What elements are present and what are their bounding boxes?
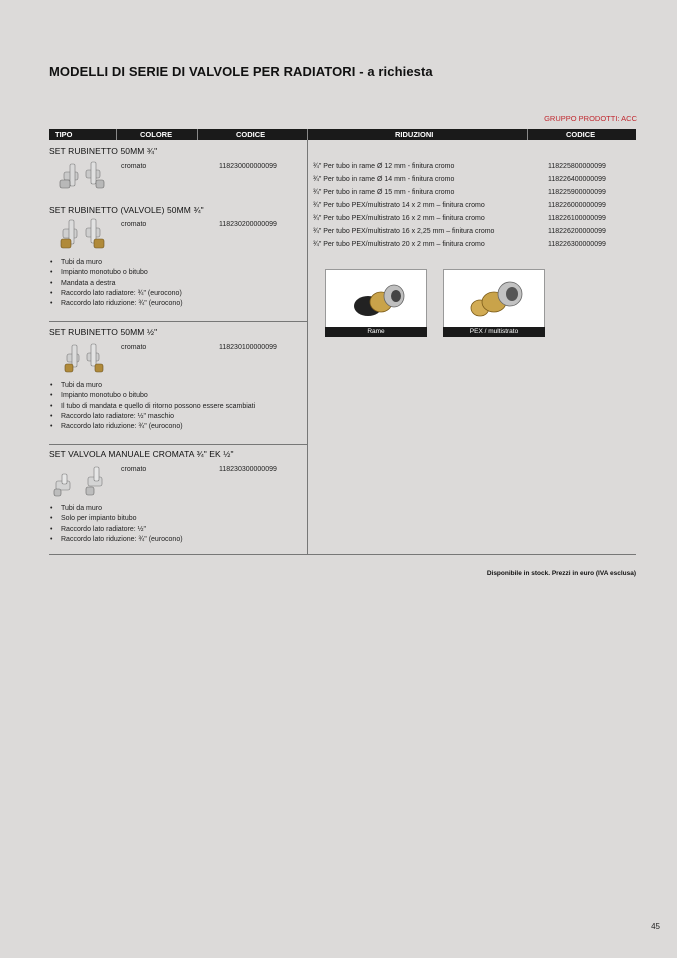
photo-caption: Rame (325, 327, 427, 337)
page-title: MODELLI DI SERIE DI VALVOLE PER RADIATORI - a richiesta (49, 64, 433, 79)
list-item: • Il tubo di mandata e quello di ritorno possono essere scambiati (50, 402, 255, 412)
header-tipo: TIPO (55, 130, 73, 139)
list-item: • Raccordo lato riduzione: ¾" (eurocono) (50, 422, 255, 432)
reduction-desc: ¾" Per tubo PEX/multistrato 16 x 2 mm – finitura cromo (313, 215, 485, 222)
list-item: • Tubi da muro (50, 504, 183, 514)
product-color: cromato (121, 163, 147, 170)
product-color: cromato (121, 221, 147, 228)
reduction-code: 118226300000099 (548, 241, 606, 248)
reduction-photo-pex (443, 269, 545, 328)
fitting-image (444, 270, 544, 327)
feature-list (50, 504, 183, 545)
list-item: • Impianto monotubo o bitubo (50, 268, 183, 278)
feature-list (50, 381, 255, 432)
list-item: • Raccordo lato radiatore: ¾" (eurocono) (50, 289, 183, 299)
product-color: cromato (121, 466, 147, 473)
valve-set-image (63, 342, 107, 376)
header-divider (197, 129, 198, 140)
product-title: SET RUBINETTO (VALVOLE) 50MM ¾" (49, 205, 204, 215)
header-riduzioni: RIDUZIONI (395, 130, 434, 139)
reduction-desc: ¾" Per tubo PEX/multistrato 16 x 2,25 mm – finitura cromo (313, 228, 495, 235)
photo-caption: PEX / multistrato (443, 327, 545, 337)
reduction-code: 118226000000099 (548, 202, 606, 209)
list-item: • Tubi da muro (50, 381, 255, 391)
group-label: GRUPPO PRODOTTI: ACC (544, 114, 637, 123)
list-item: • Impianto monotubo o bitubo (50, 391, 255, 401)
row-divider (49, 444, 307, 445)
column-divider (307, 140, 308, 554)
reduction-desc: ¾" Per tubo PEX/multistrato 14 x 2 mm – finitura cromo (313, 202, 485, 209)
header-codice-2: CODICE (566, 130, 596, 139)
reduction-desc: ¾" Per tubo in rame Ø 12 mm - finitura cromo (313, 163, 455, 170)
reduction-desc: ¾" Per tubo in rame Ø 15 mm - finitura cromo (313, 189, 455, 196)
list-item: • Mandata a destra (50, 279, 183, 289)
row-divider (49, 321, 307, 322)
header-colore: COLORE (140, 130, 173, 139)
product-title: SET RUBINETTO 50MM ½" (49, 327, 158, 337)
reduction-photo-rame (325, 269, 427, 328)
product-color: cromato (121, 344, 147, 351)
feature-list (50, 258, 183, 309)
header-divider (527, 129, 528, 140)
list-item: • Tubi da muro (50, 258, 183, 268)
reduction-code: 118226400000099 (548, 176, 606, 183)
product-title: SET RUBINETTO 50MM ¾" (49, 146, 158, 156)
reduction-desc: ¾" Per tubo PEX/multistrato 20 x 2 mm – finitura cromo (313, 241, 485, 248)
reduction-code: 118225900000099 (548, 189, 606, 196)
valve-set-image (58, 160, 108, 194)
reduction-code: 118226200000099 (548, 228, 606, 235)
list-item: • Solo per impianto bitubo (50, 514, 183, 524)
product-code: 118230000000099 (219, 163, 277, 170)
list-item: • Raccordo lato riduzione: ¾" (eurocono) (50, 535, 183, 545)
reduction-code: 118225800000099 (548, 163, 606, 170)
list-item: • Raccordo lato radiatore: ½" maschio (50, 412, 255, 422)
valve-set-image (58, 217, 108, 253)
table-header (49, 129, 636, 140)
product-title: SET VALVOLA MANUALE CROMATA ¾" EK ½" (49, 449, 234, 459)
product-code: 118230200000099 (219, 221, 277, 228)
page-number: 45 (651, 922, 660, 931)
product-code: 118230300000099 (219, 466, 277, 473)
list-item: • Raccordo lato riduzione: ¾" (eurocono) (50, 299, 183, 309)
valve-set-image (52, 465, 110, 499)
header-divider (116, 129, 117, 140)
table-bottom-rule (49, 554, 636, 555)
reduction-code: 118226100000099 (548, 215, 606, 222)
list-item: • Raccordo lato radiatore: ½" (50, 525, 183, 535)
product-code: 118230100000099 (219, 344, 277, 351)
footer-note: Disponibile in stock. Prezzi in euro (IVA esclusa) (486, 570, 636, 577)
header-codice: CODICE (236, 130, 266, 139)
fitting-image (326, 270, 426, 327)
reduction-desc: ¾" Per tubo in rame Ø 14 mm - finitura cromo (313, 176, 455, 183)
header-divider (307, 129, 308, 140)
